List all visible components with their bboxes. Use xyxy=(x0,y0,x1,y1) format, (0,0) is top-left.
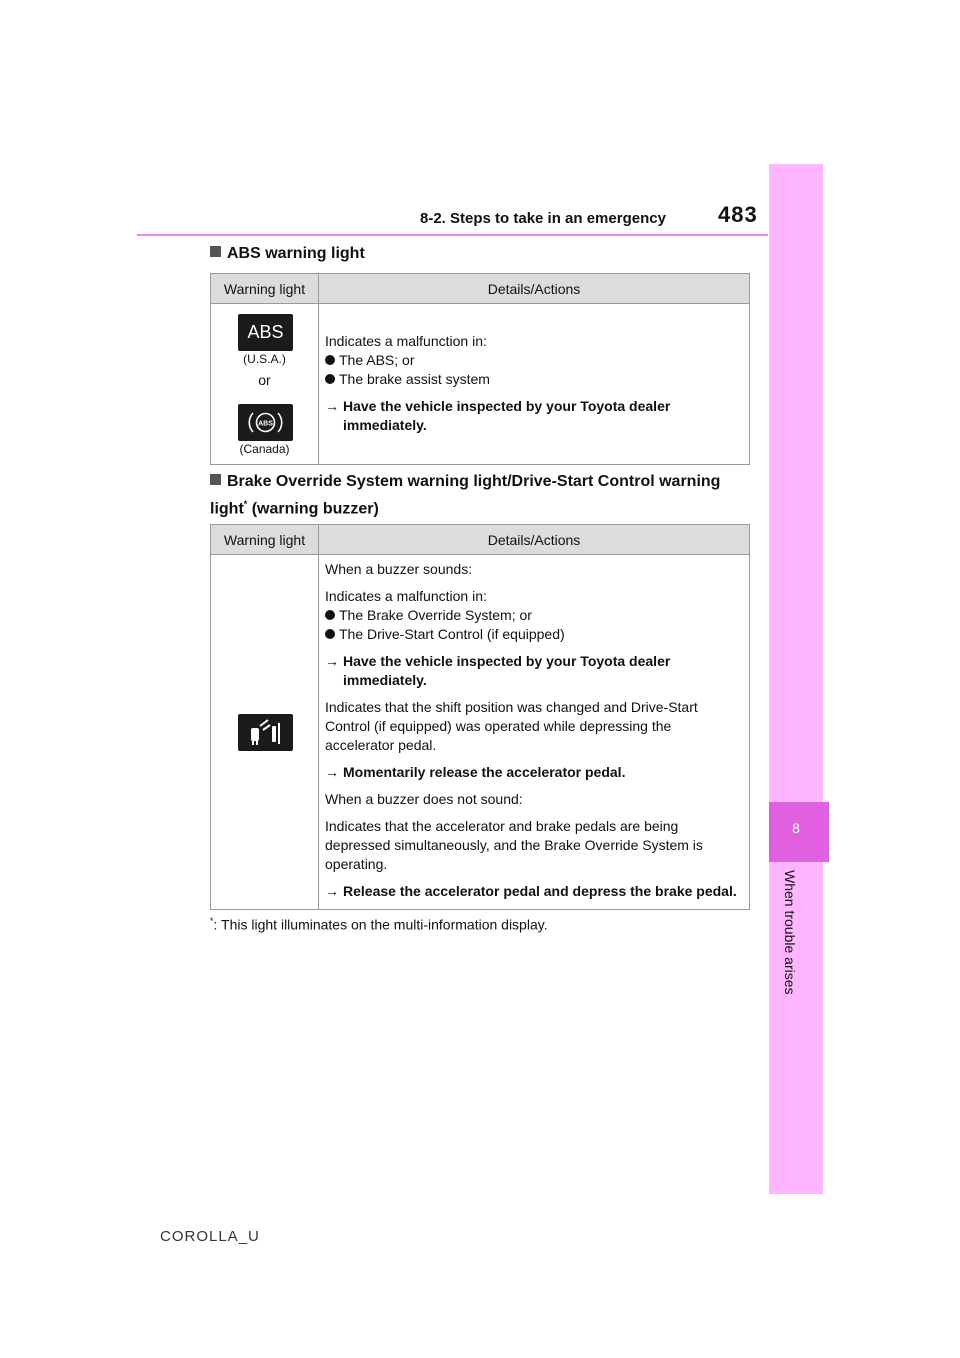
col-details-actions: Details/Actions xyxy=(319,525,750,555)
action-text: Have the vehicle inspected by your Toyota dealer immediately. xyxy=(343,398,671,433)
bos-action-1 xyxy=(325,652,743,690)
bos-action-2 xyxy=(325,763,743,782)
abs-usa-icon xyxy=(238,314,293,351)
bos-details-cell xyxy=(319,555,750,910)
heading-suffix: (warning buzzer) xyxy=(247,500,379,518)
canada-caption: (Canada) xyxy=(239,442,290,456)
svg-text:ABS: ABS xyxy=(258,420,273,428)
abs-details-cell xyxy=(319,304,750,465)
buzzer-sounds: When a buzzer sounds: xyxy=(325,561,473,577)
page-number: 483 xyxy=(718,202,758,227)
bos-action-3 xyxy=(325,882,743,901)
bos-heading-text: Brake Override System warning light/Drive-Start Control warning light xyxy=(210,473,721,518)
bullet-dot-icon xyxy=(325,610,335,620)
chapter-title-text: When trouble arises xyxy=(782,870,798,995)
abs-table xyxy=(210,273,750,465)
abs-action xyxy=(325,397,743,435)
abs-icon-cell xyxy=(211,304,319,465)
col-warning-light: Warning light xyxy=(211,525,319,555)
bullet-dot-icon xyxy=(325,629,335,639)
footnote xyxy=(210,916,548,933)
chapter-title xyxy=(782,870,810,1030)
footnote-marker: * xyxy=(210,916,214,926)
action-text: Release the accelerator pedal and depress the brake pedal. xyxy=(343,883,737,899)
bos-table xyxy=(210,524,750,910)
bos-icon-cell xyxy=(211,555,319,910)
bos-bullet-1 xyxy=(325,606,743,625)
square-bullet-icon xyxy=(210,246,221,257)
col-details-actions: Details/Actions xyxy=(319,274,750,304)
abs-bullet-2 xyxy=(325,370,743,389)
shift-text: Indicates that the shift position was changed and Drive-Start Control (if equipped) was operated while depressing the accelerator pedal. xyxy=(325,699,698,753)
col-warning-light: Warning light xyxy=(211,274,319,304)
or-text: or xyxy=(258,372,271,388)
bos-bullet-2 xyxy=(325,625,743,644)
brand-label: COROLLA_U xyxy=(160,1228,260,1245)
abs-canada-icon xyxy=(238,404,293,441)
bullet-text: The brake assist system xyxy=(339,371,490,387)
bullet-dot-icon xyxy=(325,374,335,384)
square-bullet-icon xyxy=(210,474,221,485)
bullet-dot-icon xyxy=(325,355,335,365)
abs-intro: Indicates a malfunction in: xyxy=(325,333,487,349)
arrow-icon: → xyxy=(325,398,339,414)
abs-icon-text: ABS xyxy=(247,322,284,342)
buzzer-not: When a buzzer does not sound: xyxy=(325,791,523,807)
brake-override-icon xyxy=(238,714,293,751)
arrow-icon: → xyxy=(325,764,339,780)
action-text: Have the vehicle inspected by your Toyota dealer immediately. xyxy=(343,653,671,688)
action-text: Momentarily release the accelerator pedal. xyxy=(343,764,626,780)
bullet-text: The Drive-Start Control (if equipped) xyxy=(339,626,565,642)
footnote-text: : This light illuminates on the multi-information display. xyxy=(213,916,548,933)
abs-heading-text: ABS warning light xyxy=(227,245,365,262)
abs-bullet-1 xyxy=(325,351,743,370)
section-title: 8-2. Steps to take in an emergency xyxy=(420,210,666,227)
chapter-tab-strip xyxy=(769,164,823,1194)
usa-caption: (U.S.A.) xyxy=(243,352,286,366)
abs-heading xyxy=(210,243,365,265)
bos-intro: Indicates a malfunction in: xyxy=(325,588,487,604)
arrow-icon: → xyxy=(325,653,339,669)
bullet-text: The Brake Override System; or xyxy=(339,607,532,623)
header-divider xyxy=(137,234,768,236)
simul-text: Indicates that the accelerator and brake pedals are being depressed simultaneously, and the Brake Override System is operating. xyxy=(325,818,703,872)
bullet-text: The ABS; or xyxy=(339,352,415,368)
arrow-icon: → xyxy=(325,883,339,899)
bos-heading xyxy=(210,471,750,520)
chapter-number: 8 xyxy=(792,820,800,836)
heading-asterisk: * xyxy=(243,499,248,509)
